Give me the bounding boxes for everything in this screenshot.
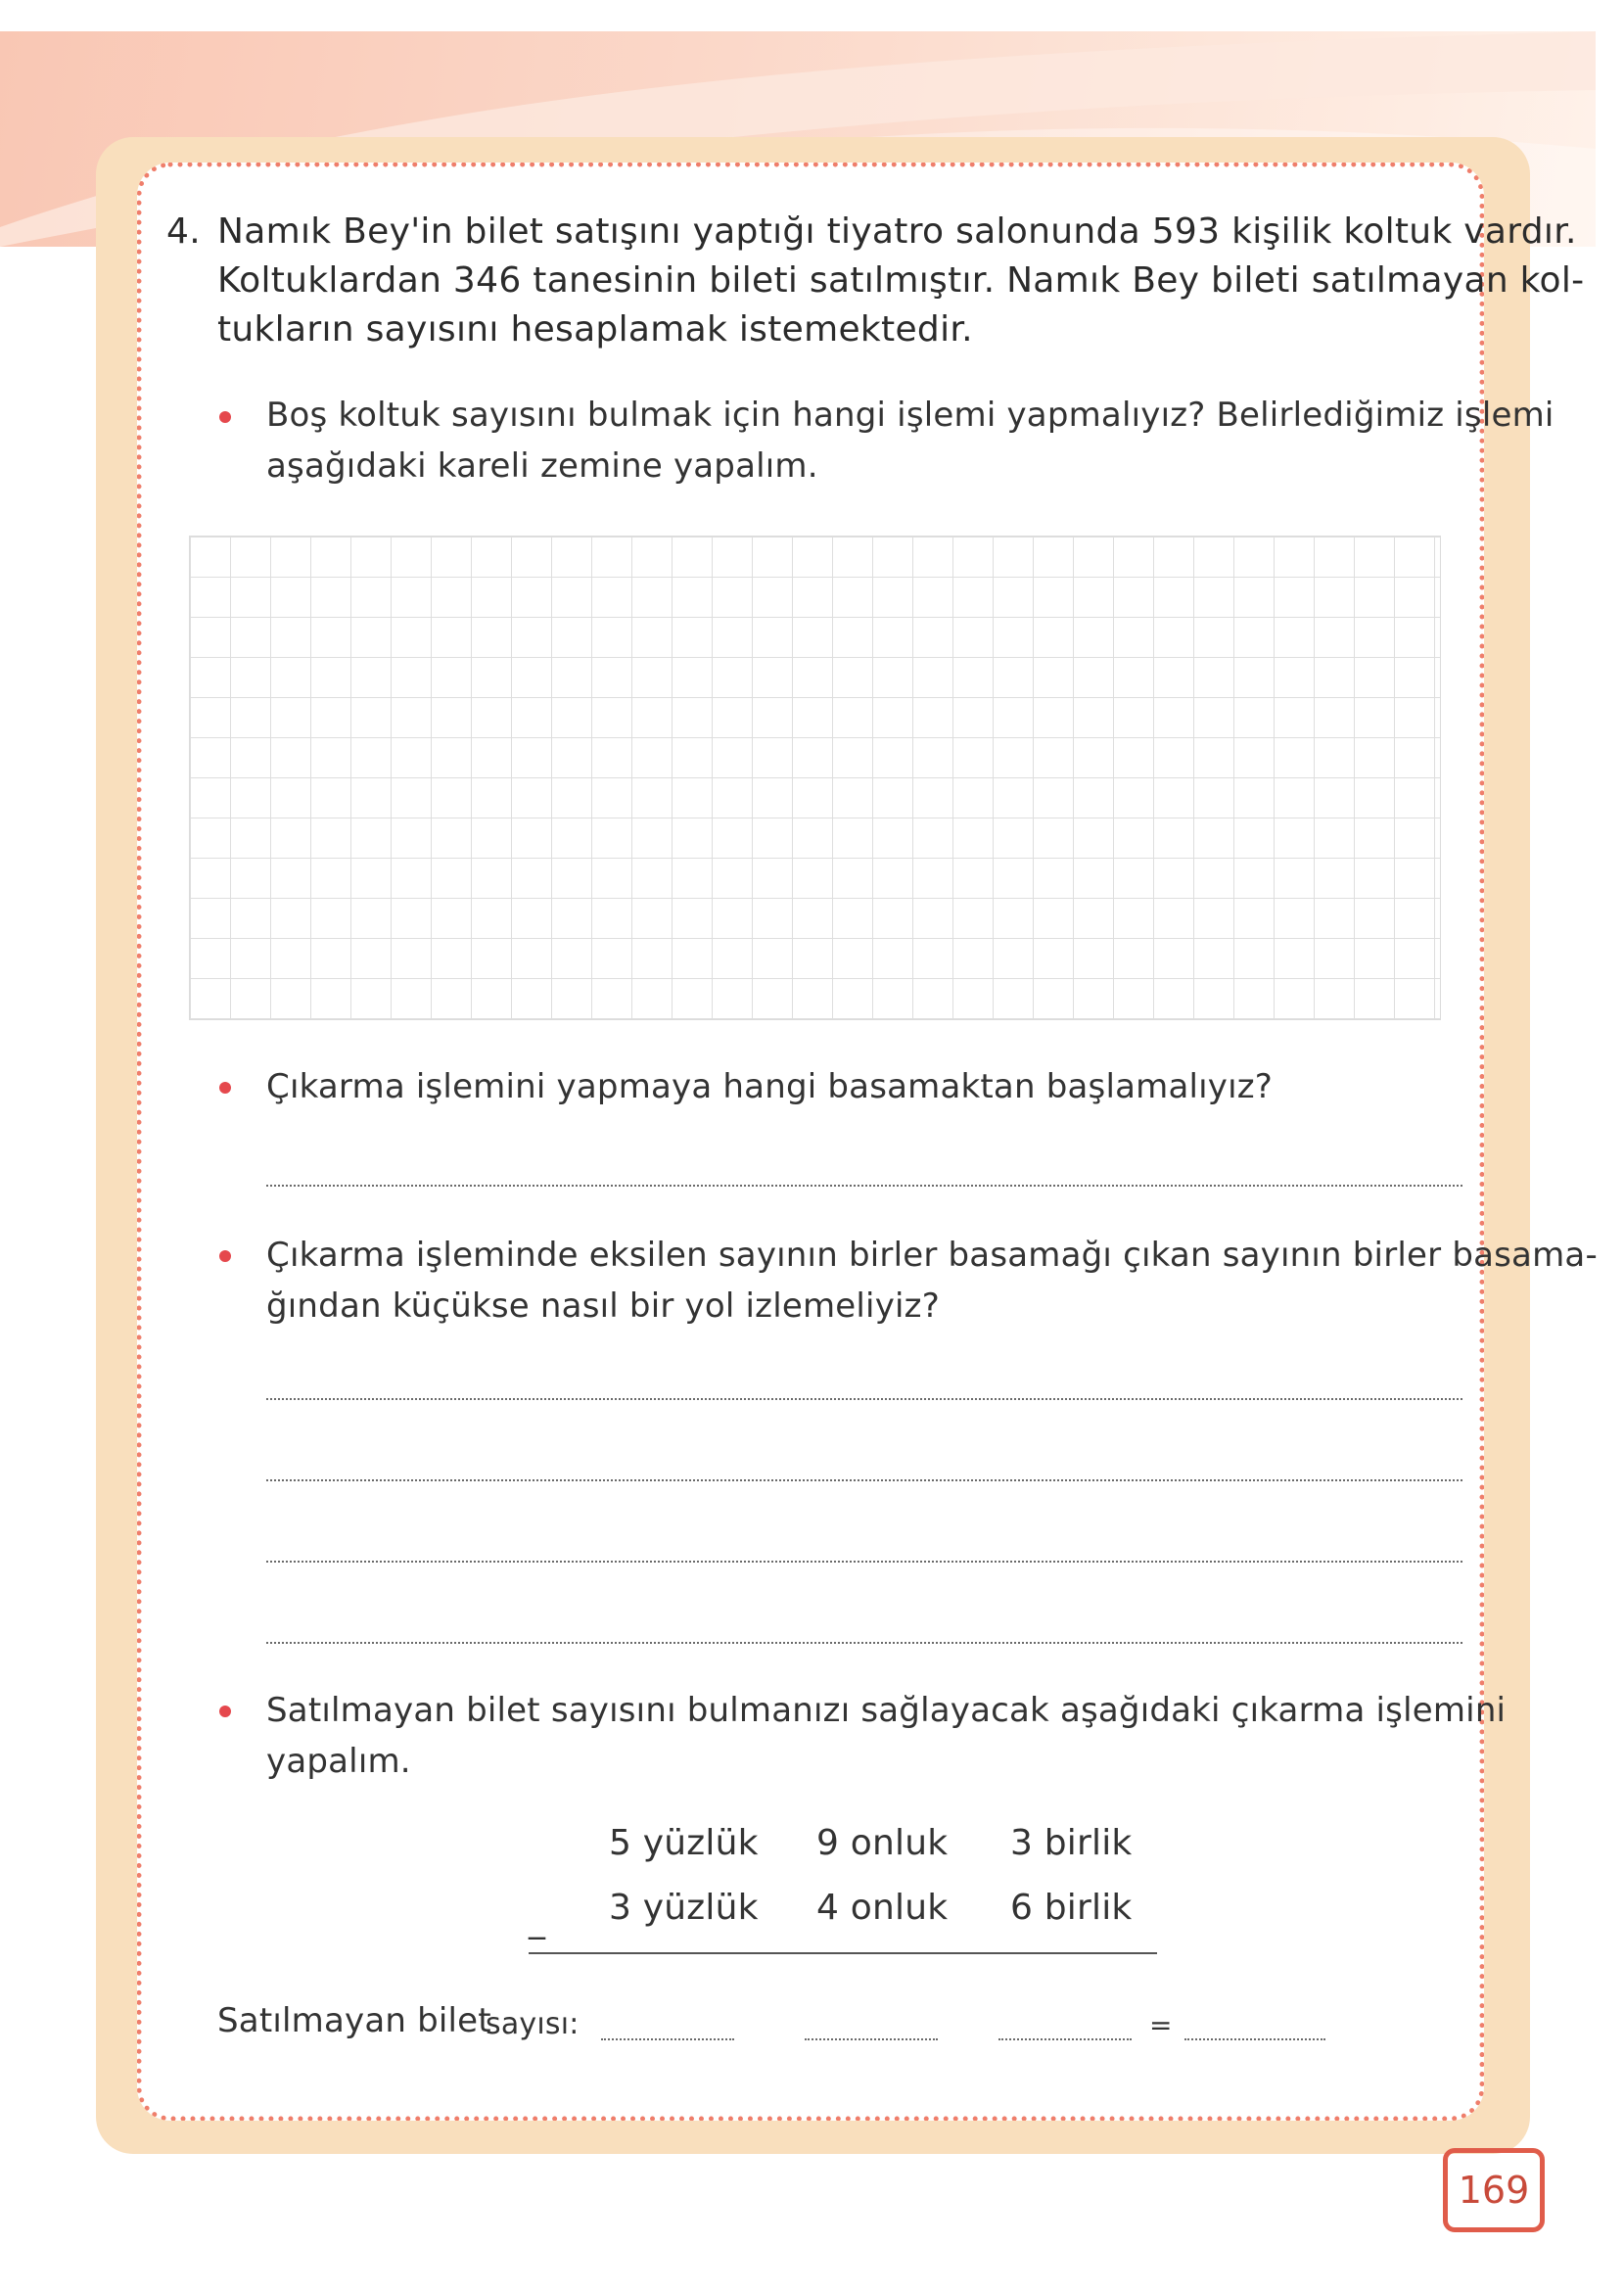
ones-answer-field[interactable] (998, 2038, 1132, 2040)
bullet-4-line-2: yapalım. (266, 1742, 411, 1781)
subtraction-rule (529, 1952, 1157, 1954)
bullet-4-line-1: Satılmayan bilet sayısını bulmanızı sağlayacak aşağıdaki çıkarma işlemini (266, 1691, 1507, 1730)
question-number: 4. (166, 211, 201, 252)
minuend-tens: 9 onluk (816, 1823, 949, 1863)
subtrahend-tens: 4 onluk (816, 1888, 949, 1928)
question-line-2: Koltuklardan 346 tanesinin bileti satılmıştır. Namık Bey bileti satılmayan kol- (217, 260, 1585, 301)
bullet-1-line-2: aşağıdaki kareli zemine yapalım. (266, 446, 818, 486)
minuend-ones: 3 birlik (1010, 1823, 1133, 1863)
subtrahend-hundreds: 3 yüzlük (609, 1888, 759, 1928)
result-label: Satılmayan bilet (217, 2001, 491, 2040)
squared-work-area[interactable] (189, 536, 1441, 1020)
bullet-dot (219, 1706, 231, 1717)
bullet-dot (219, 1250, 231, 1262)
hundreds-answer-field[interactable] (601, 2038, 734, 2040)
bullet-2-line-1: Çıkarma işlemini yapmaya hangi basamaktan başlamalıyız? (266, 1067, 1274, 1106)
tens-answer-field[interactable] (805, 2038, 938, 2040)
answer-line[interactable] (266, 1642, 1462, 1644)
equals-sign: = (1149, 2009, 1173, 2041)
answer-line[interactable] (266, 1398, 1462, 1400)
bullet-3-line-1: Çıkarma işleminde eksilen sayının birler basamağı çıkan sayının birler basama- (266, 1236, 1598, 1275)
answer-line[interactable] (266, 1185, 1462, 1187)
bullet-1-line-1: Boş koltuk sayısını bulmak için hangi işlemi yapmalıyız? Belirlediğimiz işlemi (266, 396, 1554, 435)
question-line-1: Namık Bey'in bilet satışını yaptığı tiyatro salonunda 593 kişilik koltuk vardır. (217, 211, 1577, 252)
answer-line[interactable] (266, 1479, 1462, 1481)
bullet-dot (219, 1082, 231, 1094)
total-answer-field[interactable] (1184, 2038, 1325, 2040)
answer-line[interactable] (266, 1561, 1462, 1563)
bullet-3-line-2: ğından küçükse nasıl bir yol izlemeliyiz? (266, 1286, 940, 1326)
page-number: 169 (1443, 2148, 1545, 2232)
question-line-3: tukların sayısını hesaplamak istemektedir. (217, 309, 973, 350)
subtrahend-ones: 6 birlik (1010, 1888, 1133, 1928)
bullet-dot (219, 411, 231, 423)
minus-sign: _ (529, 1901, 546, 1940)
result-label-2: sayısı: (486, 2007, 580, 2041)
minuend-hundreds: 5 yüzlük (609, 1823, 759, 1863)
